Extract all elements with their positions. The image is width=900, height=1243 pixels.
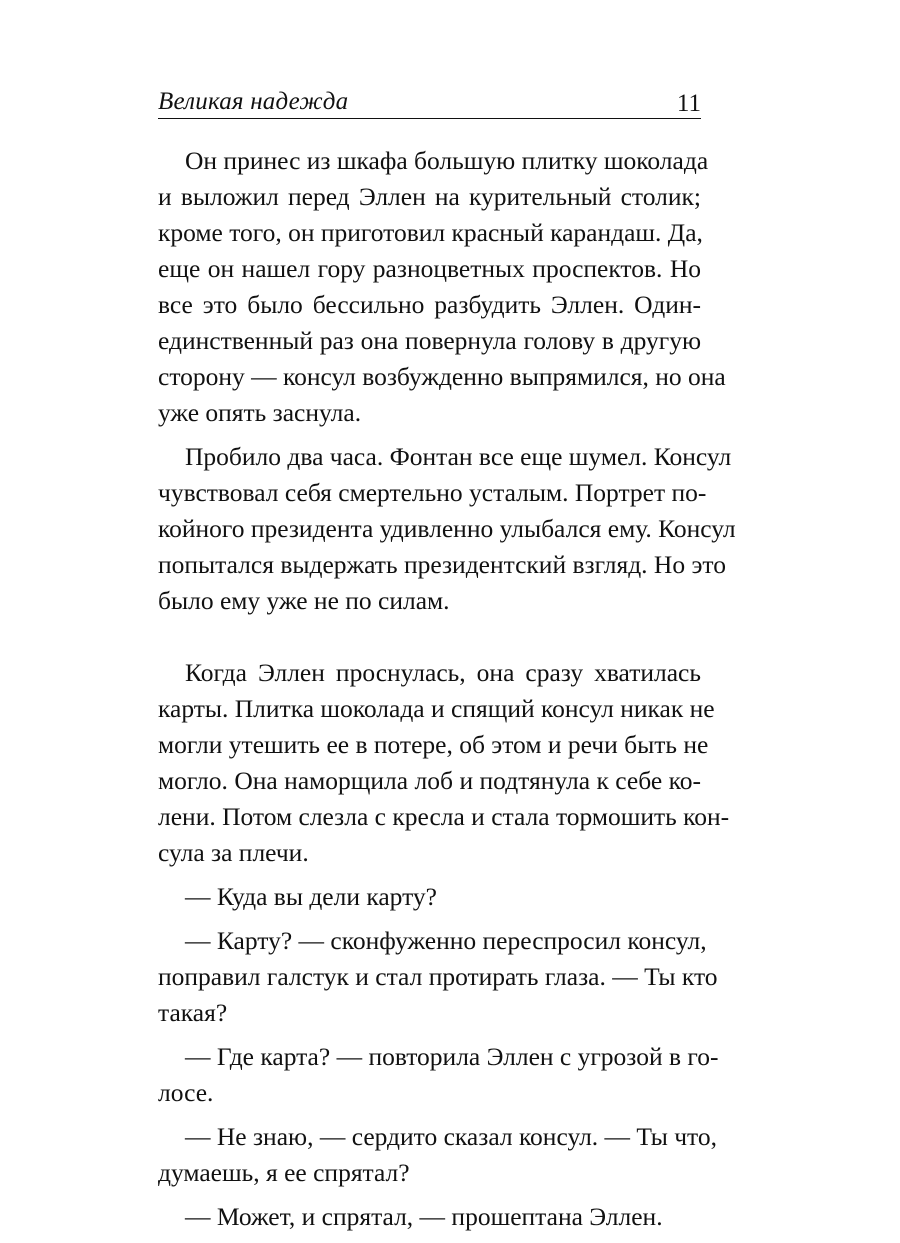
text-line: еще он нашел гору разноцветных проспектов. Но xyxy=(158,254,701,283)
text-line: карты. Плитка шоколада и спящий консул никак не xyxy=(158,694,715,723)
text-line: все это было бессильно разбудить Эллен. Один- xyxy=(158,290,701,319)
text-line: — Может, и спрятал, — прошептана Эллен. xyxy=(185,1202,663,1231)
text-line: сула за плечи. xyxy=(158,838,309,867)
text-line: кроме того, он приготовил красный карандаш. Да, xyxy=(158,218,703,247)
text-line: лени. Потом слезла с кресла и стала тормошить кон- xyxy=(158,802,730,831)
paragraph xyxy=(158,439,736,619)
text-line: единственный раз она повернула голову в другую xyxy=(158,326,701,355)
text-line: Пробило два часа. Фонтан все еще шумел. Консул xyxy=(185,442,732,471)
text-line: было ему уже не по силам. xyxy=(158,586,450,615)
text-line: думаешь, я ее спрятал? xyxy=(158,1158,410,1187)
text-line: Когда Эллен проснулась, она сразу хватилась xyxy=(185,658,701,687)
text-line: — Где карта? — повторила Эллен с угрозой в го- xyxy=(185,1042,719,1071)
text-line: сторону — консул возбужденно выпрямился, но она xyxy=(158,362,726,391)
text-line: лосе. xyxy=(158,1078,214,1107)
text-line: попытался выдержать президентский взгляд. Но это xyxy=(158,550,726,579)
dialogue-line xyxy=(158,1039,719,1111)
paragraph xyxy=(158,655,730,871)
running-header xyxy=(158,82,701,119)
text-line: койного президента удивленно улыбался ему. Консул xyxy=(158,514,736,543)
book-title: Великая надежда xyxy=(158,88,349,115)
text-line: могли утешить ее в потере, об этом и речи быть не xyxy=(158,730,709,759)
paragraph xyxy=(158,143,726,431)
text-line: такая? xyxy=(158,998,228,1027)
book-page xyxy=(158,82,736,1243)
text-line: Он принес из шкафа большую плитку шоколада xyxy=(185,146,709,175)
dialogue-line xyxy=(158,923,718,1031)
text-line: чувствовал себя смертельно усталым. Портрет по- xyxy=(158,478,707,507)
text-line: — Карту? — сконфуженно переспросил консул, xyxy=(185,926,707,955)
text-line: поправил галстук и стал протирать глаза. — Ты кто xyxy=(158,962,718,991)
page-number: 11 xyxy=(676,90,701,117)
dialogue-line xyxy=(158,1199,701,1235)
text-line: могло. Она наморщила лоб и подтянула к себе ко- xyxy=(158,766,701,795)
dialogue-line xyxy=(158,1119,717,1191)
text-line: уже опять заснула. xyxy=(158,398,362,427)
dialogue-line xyxy=(158,879,701,915)
text-line: и выложил перед Эллен на курительный столик; xyxy=(158,182,701,211)
text-line: — Куда вы дели карту? xyxy=(185,882,437,911)
text-line: — Не знаю, — сердито сказал консул. — Ты что, xyxy=(185,1122,717,1151)
body-text xyxy=(158,143,736,1235)
